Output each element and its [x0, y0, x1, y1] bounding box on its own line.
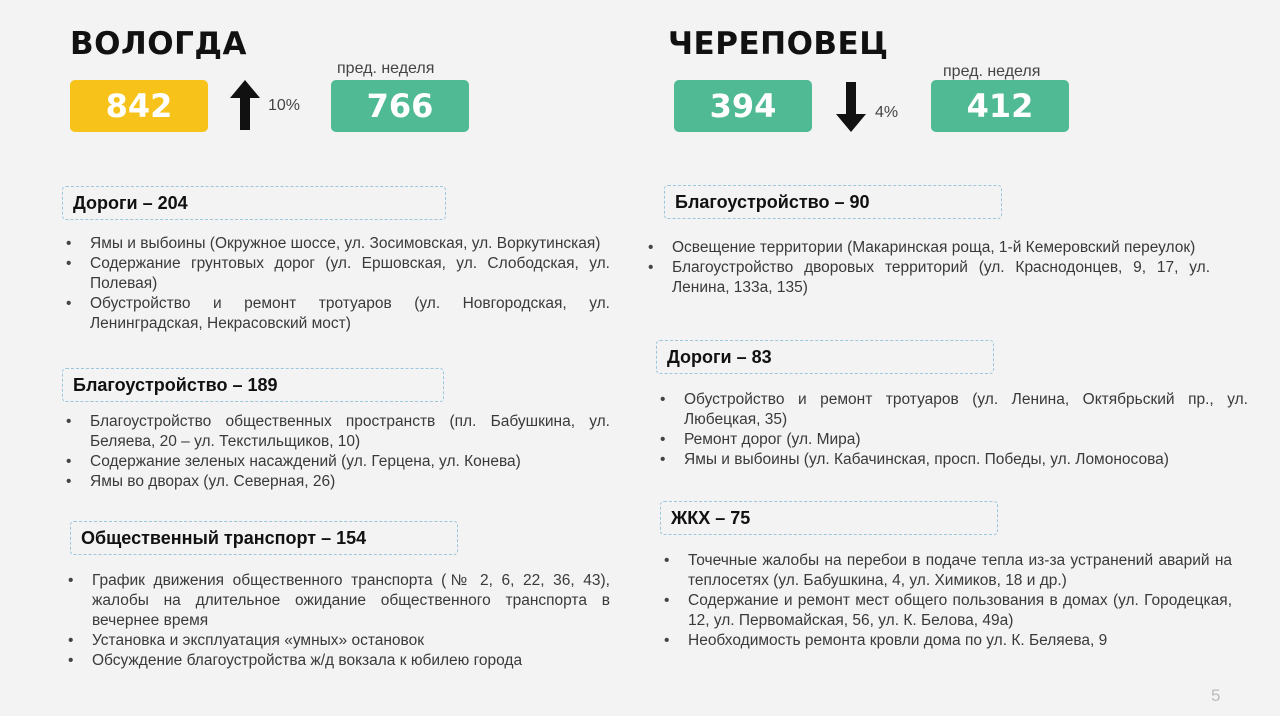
list-item: • Ямы во дворах (ул. Северная, 26)	[62, 472, 610, 492]
previous-week-count-cherepovets: 412	[931, 80, 1069, 132]
section-improvement-vologda	[62, 368, 610, 492]
current-week-count-cherepovets: 394	[674, 80, 812, 132]
section-roads-vologda	[62, 186, 610, 334]
section-transport-vologda	[64, 521, 610, 671]
category-title: Общественный транспорт – 154	[70, 521, 458, 555]
list-item: • Ямы и выбоины (Окружное шоссе, ул. Зосимовская, ул. Воркутинская)	[62, 234, 610, 254]
list-item: • Содержание зеленых насаждений (ул. Герцена, ул. Конева)	[62, 452, 610, 472]
section-roads-cherepovets	[656, 340, 1248, 470]
list-item: • Обсуждение благоустройства ж/д вокзала к юбилею города	[64, 651, 610, 671]
previous-week-label-vologda: пред. неделя	[337, 60, 435, 77]
arrow-up-icon	[230, 80, 260, 130]
category-title: Благоустройство – 189	[62, 368, 444, 402]
list-item: • Необходимость ремонта кровли дома по ул. К. Беляева, 9	[660, 631, 1232, 651]
list-item: • Точечные жалобы на перебои в подаче тепла из-за устранений аварий на теплосетях (ул. Бабушкина, 4, ул. Химиков, 18 и др.)	[660, 551, 1232, 591]
category-title: Дороги – 204	[62, 186, 446, 220]
previous-week-count-vologda: 766	[331, 80, 469, 132]
city-title-vologda: ВОЛОГДА	[70, 26, 247, 62]
section-improvement-cherepovets	[644, 185, 1210, 298]
list-item: • Содержание и ремонт мест общего пользования в домах (ул. Городецкая, 12, ул. Первомайская, 56, ул. К. Белова, 49а)	[660, 591, 1232, 631]
list-item: • Содержание грунтовых дорог (ул. Ершовская, ул. Слободская, ул. Полевая)	[62, 254, 610, 294]
list-item: • Освещение территории (Макаринская роща, 1-й Кемеровский переулок)	[644, 238, 1210, 258]
list-item: • Обустройство и ремонт тротуаров (ул. Новгородская, ул. Ленинградская, Некрасовский мост)	[62, 294, 610, 334]
previous-week-label-cherepovets: пред. неделя	[943, 63, 1041, 80]
list-item: • Установка и эксплуатация «умных» остановок	[64, 631, 610, 651]
current-week-count-vologda: 842	[70, 80, 208, 132]
category-title: Дороги – 83	[656, 340, 994, 374]
page-number: 5	[1211, 686, 1221, 705]
list-item: • Ремонт дорог (ул. Мира)	[656, 430, 1248, 450]
category-title: ЖКХ – 75	[660, 501, 998, 535]
arrow-down-icon	[836, 82, 866, 132]
list-item: • Ямы и выбоины (ул. Кабачинская, просп. Победы, ул. Ломоносова)	[656, 450, 1248, 470]
change-percent-cherepovets: 4%	[875, 104, 899, 121]
change-percent-vologda: 10%	[268, 97, 301, 114]
list-item: • Благоустройство дворовых территорий (ул. Краснодонцев, 9, 17, ул. Ленина, 133а, 135)	[644, 258, 1210, 298]
section-housing-cherepovets	[660, 501, 1232, 651]
category-title: Благоустройство – 90	[664, 185, 1002, 219]
city-title-cherepovets: ЧЕРЕПОВЕЦ	[668, 26, 889, 62]
list-item: • Благоустройство общественных пространств (пл. Бабушкина, ул. Беляева, 20 – ул. Текстильщиков, 10)	[62, 412, 610, 452]
list-item: • Обустройство и ремонт тротуаров (ул. Ленина, Октябрьский пр., ул. Любецкая, 35)	[656, 390, 1248, 430]
list-item: • График движения общественного транспорта (№ 2, 6, 22, 36, 43), жалобы на длительное ожидание общественного транспорта в вечернее время	[64, 571, 610, 631]
